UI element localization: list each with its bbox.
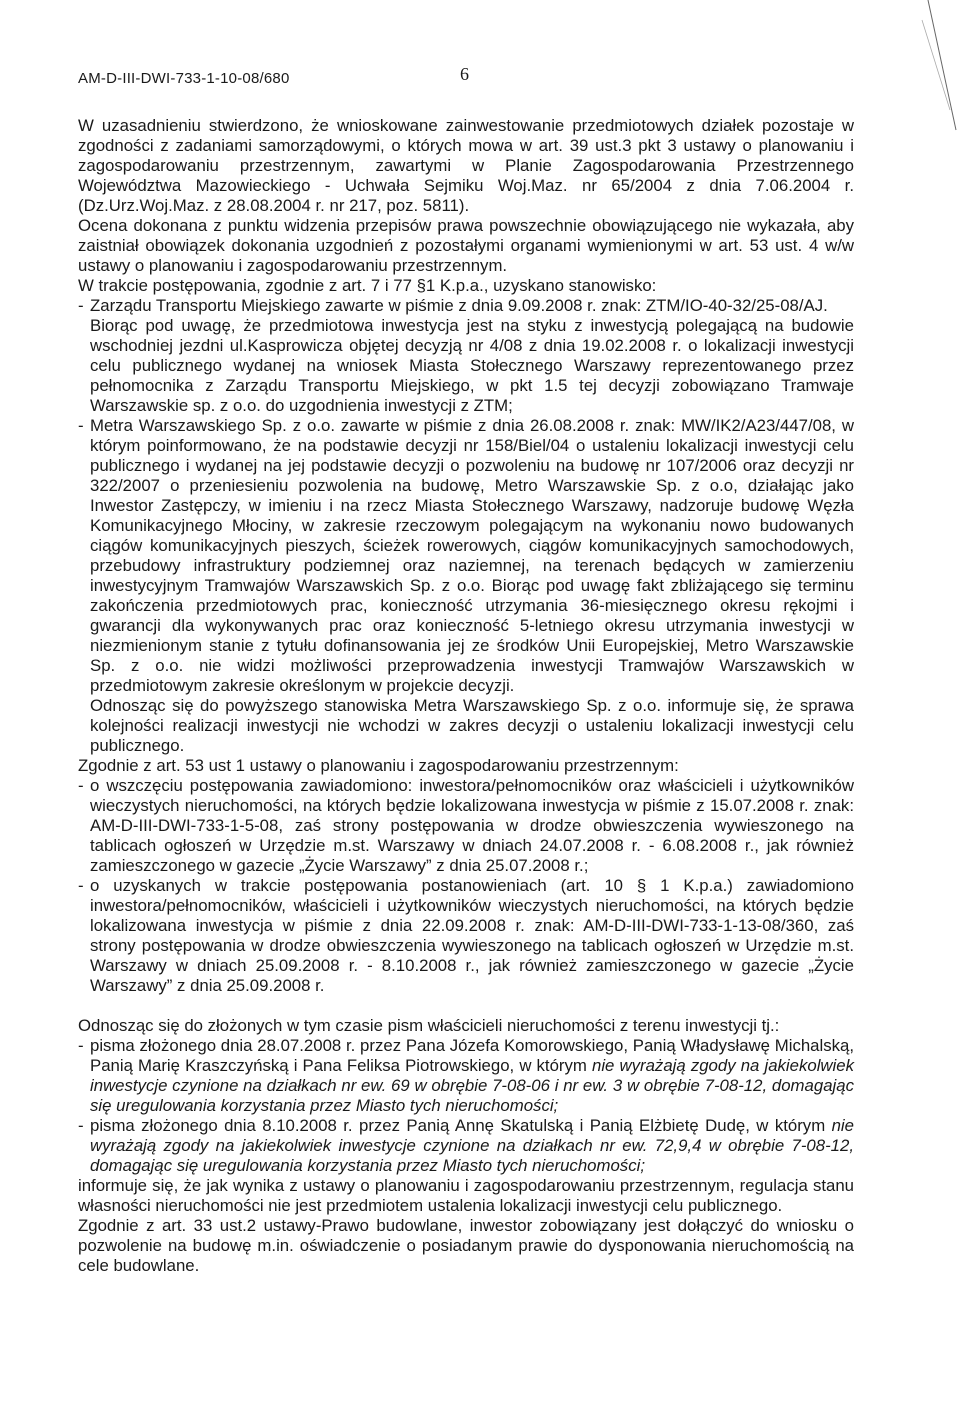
metro-opinion: Metra Warszawskiego Sp. z o.o. zawarte w piśmie z dnia 26.08.2008 r. znak: MW/IK2/A23/447/08, w którym poinformowano, że na podstawie decyzji nr 158/Biel/04 o ustaleniu lokalizacji inwestycji celu publicznego i wydanej na jej podstawie decyzji o pozwoleniu na budowę nr 107/2006 oraz decyzji nr 322/2007 o przeniesieniu pozwolenia na budowę, Metro Warszawskie Sp. z o.o, działając jako Inwestor Zastępczy, w imieniu i na rzecz Miasta Stołecznego Warszawy, nadzoruje budowę Węzła Komunikacyjnego Młociny, w zakresie rzeczowym polegającym na wykonaniu nowo budowanych ciągów komunikacyjnych pieszych, ścieżek rowerowych, ciągów komunikacyjnych samochodowych, przebudowy infrastruktury podziemnej oraz naziemnej, na terenach będących w zamierzeniu inwestycyjnym Tramwajów Warszawskich Sp. z o.o. Biorąc pod uwagę fakt zbliżającego się terminu zakończenia przedmiotowych prac, konieczność utrzymania 36-miesięcznego okresu rękojmi i gwarancji dla wykonywanych prac oraz konieczność 5-letniego okresu utrzymania inwestycji w niezmienionym stanie z tytułu dofinansowania jej ze środków Unii Europejskiej, Metro Warszawskie Sp. z o.o. nie widzi możliwości przeprowadzenia inwestycji Tramwajów Warszawskich w przedmiotowym zakresie określonym w projekcie decyzji. [90,416,854,695]
metro-reply: Odnosząc się do powyższego stanowiska Metra Warszawskiego Sp. z o.o. informuje się, że sprawa kolejności realizacji inwestycji nie wchodzi w zakres decyzji o ustaleniu lokalizacji inwestycji celu publicznego. [90,696,854,755]
paragraph-assessment: Ocena dokonana z punktu widzenia przepisów prawa powszechnie obowiązującego nie wykazała, aby zaistniał obowiązek dokonania uzgodnień z pozostałymi organami wymienionymi w art. 53 ust. 4 w/w ustawy o planowaniu i zagospodarowaniu przestrzennym. [78,216,854,275]
list-item-notice-initiation [78,776,854,876]
paragraph-ownership-info: informuje się, że jak wynika z ustawy o planowaniu i zagospodarowaniu przestrzennym, regulacja stanu własności nieruchomości nie jest przedmiotem ustalenia lokalizacji inwestycji celu publicznego. [78,1176,854,1215]
paragraph-owner-letters: Odnosząc się do złożonych w tym czasie pism właścicieli nieruchomości z terenu inwestycji tj.: [78,1016,780,1035]
scan-edge-mark [920,0,960,140]
dash-mark: - [78,876,84,895]
dash-mark: - [78,296,84,315]
ztm-opinion: Zarządu Transportu Miejskiego zawarte w piśmie z dnia 9.09.2008 r. znak: ZTM/IO-40-32/25-08/AJ. [90,296,828,315]
list-item-letter-2 [78,1116,854,1176]
paragraph-justification: W uzasadnieniu stwierdzono, że wnioskowane zainwestowanie przedmiotowych działek pozostaje w zgodności z zadaniami samorządowymi, o których mowa w art. 39 ust.3 pkt 3 ustawy o planowaniu i zagospodarowaniu przestrzennym, zawartymi w Planie Zagospodarowania Przestrzennego Województwa Mazowieckiego - Uchwała Sejmiku Woj.Maz. nr 65/2004 z dnia 7.06.2004 r. (Dz.Urz.Woj.Maz. z 28.08.2004 r. nr 217, poz. 5811). [78,116,854,215]
notice-initiation: o wszczęciu postępowania zawiadomiono: inwestora/pełnomocników oraz właścicieli i użytkowników wieczystych nieruchomości, na których będzie lokalizowana inwestycja w piśmie z 15.07.2008 r. znak: AM-D-III-DWI-733-1-5-08, zaś strony postępowania w drodze obwieszczenia wywieszonego na tablicach ogłoszeń w Urzędzie m.st. Warszawy w dniach 24.07.2008 r. - 6.08.2008 r., jak również zamieszczonego w gazecie „Życie Warszawy” z dnia 25.07.2008 r.; [90,776,854,875]
list-item-ztm [78,296,854,316]
paragraph-procedure: W trakcie postępowania, zgodnie z art. 7 i 77 §1 K.p.a., uzyskano stanowisko: [78,276,657,295]
notice-decisions: o uzyskanych w trakcie postępowania postanowieniach (art. 10 § 1 K.p.a.) zawiadomiono inwestora/pełnomocników, właścicieli i użytkowników wieczystych nieruchomości, na których będzie lokalizowana inwestycja w piśmie z dnia 22.09.2008 r. znak: AM-D-III-DWI-733-1-13-08/360, zaś strony postępowania w drodze obwieszczenia wywieszonego na tablicach ogłoszeń w Urzędzie m.st. Warszawy w dniach 25.09.2008 r. - 8.10.2008 r., jak również zamieszczonego w gazecie „Życie Warszawy” z dnia 25.09.2008 r. [90,876,854,995]
letter-1-text: pisma złożonego dnia 28.07.2008 r. przez Pana Józefa Komorowskiego, Panią Władysławę Michalską, Panią Marię Kraszczyńską i Pana Feliksa Piotrowskiego, w którym [90,1036,854,1075]
paragraph-building-law: Zgodnie z art. 33 ust.2 ustawy-Prawo budowlane, inwestor zobowiązany jest dołączyć do wniosku o pozwolenie na budowę m.in. oświadczenie o posiadanym prawie do dysponowania nieruchomością na cele budowlane. [78,1216,854,1275]
dash-mark: - [78,416,84,435]
letter-2-text: pisma złożonego dnia 8.10.2008 r. przez Panią Annę Skatulską i Panią Elżbietę Dudę, w którym [90,1116,826,1135]
dash-mark: - [78,1036,84,1055]
list-item-notice-decisions [78,876,854,996]
dash-mark: - [78,1116,84,1135]
paragraph-art53: Zgodnie z art. 53 ust 1 ustawy o planowaniu i zagospodarowaniu przestrzennym: [78,756,679,775]
letter-1-italic: nie wyrażają zgody na jakiekolwiek inwestycje czynione na działkach nr ew. 69 w obrębie 7-08-06 i nr ew. 3 w obrębie 7-08-12, domagając się uregulowania korzystania przez Miasto tych nieruchomości; [90,1056,855,1115]
letter-2-italic: nie wyrażają zgody na jakiekolwiek inwestycje czynione na działkach nr ew. 72,9,4 w obrębie 7-08-12, domagając się uregulowania korzystania przez Miasto tych nieruchomości; [90,1116,854,1175]
dash-mark: - [78,776,84,795]
document-body [78,116,854,1276]
list-item-letter-1 [78,1036,854,1116]
letter-1 [90,1036,854,1116]
list-item-metro [78,416,854,696]
document-reference: AM-D-III-DWI-733-1-10-08/680 [78,70,290,87]
page-number: 6 [460,64,469,84]
ztm-detail: Biorąc pod uwagę, że przedmiotowa inwestycja jest na styku z inwestycją polegającą na budowie wschodniej jezdni ul.Kasprowicza objętej decyzją nr 4/08 z dnia 19.02.2008 r. o lokalizacji inwestycji celu publicznego wydanej na wniosek Miasta Stołecznego Warszawy reprezentowanego przez pełnomocnika z Zarządu Transportu Miejskiego, w pkt 1.5 tej decyzji zobowiązano Tramwaje Warszawskie sp. z o.o. do uzgodnienia inwestycji z ZTM; [90,316,854,415]
letter-2 [90,1116,854,1176]
